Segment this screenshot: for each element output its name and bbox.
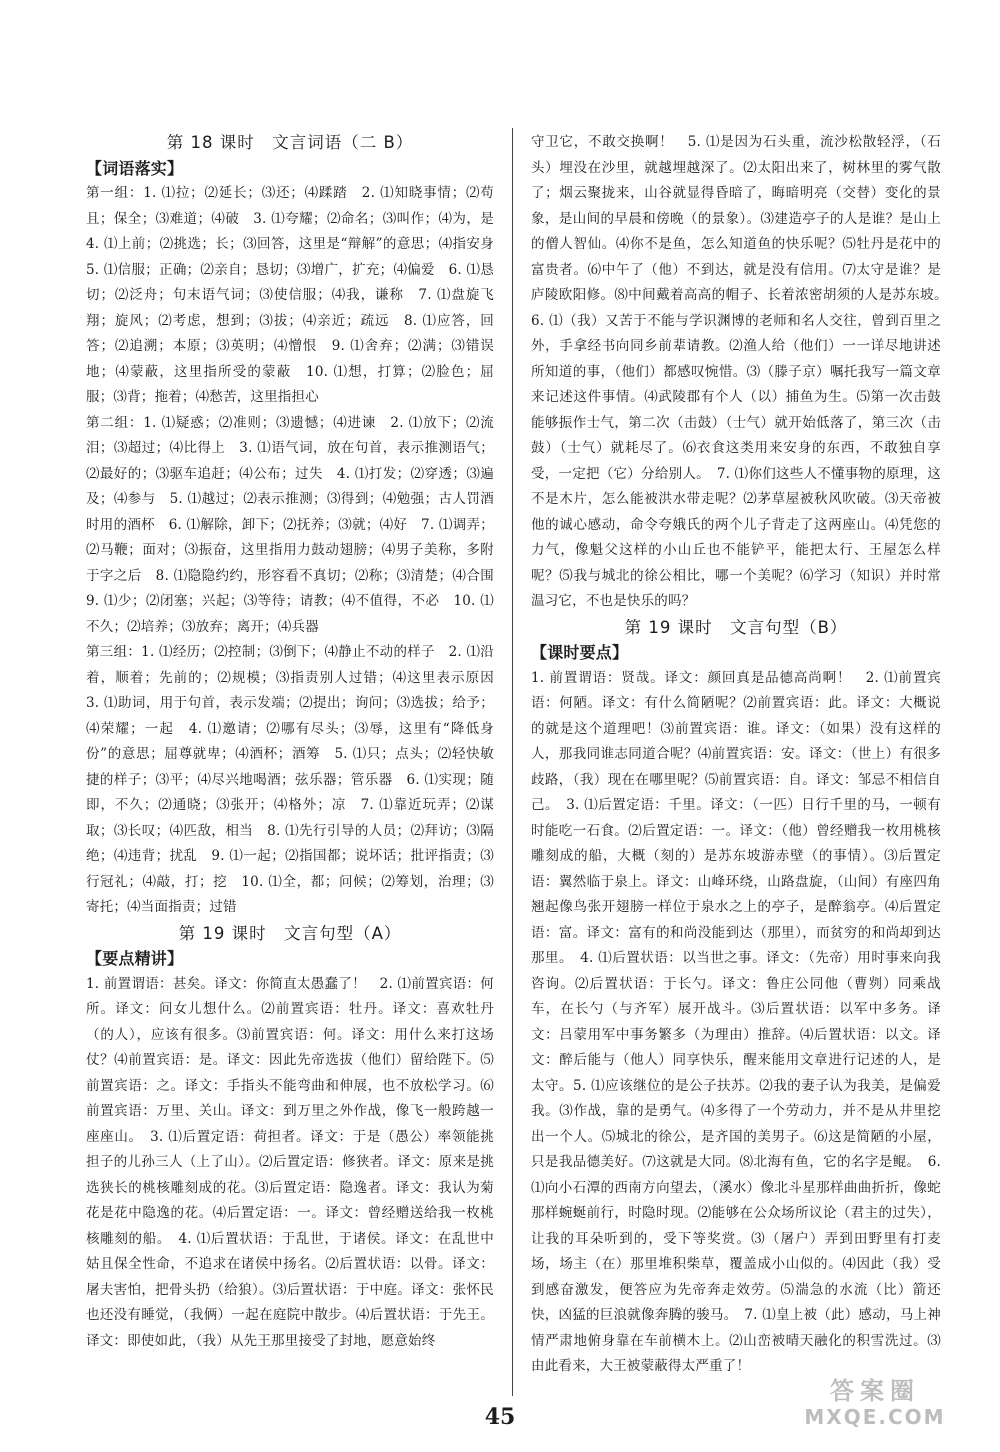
points-answers: 1. 前置谓语：甚矣。译文：你简直太愚蠢了！ 2. ⑴前置宾语：何所。译文：问女儿想什么。⑵前置宾语：牡丹。译文：喜欢牡丹（的人），应该有很多。⑶前置宾语：何。译文：用什么来打这场仗？⑷前置宾语：是。译文：因此先帝选拔（他们）留给陛下。⑸前置宾语：之。译文：手指头不能弯曲和伸展，也不放松学习。⑹前置宾语：万里、关山。译文：到万里之外作战，像飞一般跨越一座座山。 3. ⑴后置定语：荷担者。译文：于是（愚公）率领能挑担子的儿孙三人（上了山）。⑵后置定语：修狭者。译文：原来是挑选狭长的桃核雕刻成的花。⑶后置定语：隐逸者。译文：我认为菊花是花中隐逸的花。⑷后置定语：一。译文：曾经赠送给我一枚桃核雕刻的船。 4. ⑴后置状语：于乱世，于诸侯。译文：在乱世中姑且保全性命，不追求在诸侯中扬名。⑵后置状语：以骨。译文：屠夫害怕，把骨头扔（给狼）。⑶后置状语：于中庭。译文：张怀民也还没有睡觉，（我俩）一起在庭院中散步。⑷后置状语：于先王。译文：即使如此，（我）从先王那里接受了封地，愿意始终 <box>86 975 494 1349</box>
page-number: 45 <box>484 1404 516 1430</box>
left-column <box>86 130 508 1354</box>
key-section-heading: 【课时要点】 <box>531 643 629 662</box>
lesson-19b-title: 第 19 课时 文言句型（B） <box>624 617 848 637</box>
right-column <box>531 130 955 1380</box>
watermark-url: MXQE.COM <box>804 1405 946 1429</box>
points-answers-continued: 守卫它，不敢交换啊！ 5. ⑴是因为石头重，流沙松散轻浮，（石头）埋没在沙里，就越埋越深了。⑵太阳出来了，树林里的雾气散了；烟云聚拢来，山谷就显得昏暗了，晦暗明亮（交替）变化的景象，是山间的早晨和傍晚（的景象）。⑶建造亭子的人是谁？是山上的僧人智仙。⑷你不是鱼，怎么知道鱼的快乐呢？⑸牡丹是花中的富贵者。⑹中午了（他）不到达，就是没有信用。⑺太守是谁？是庐陵欧阳修。⑻中间戴着高高的帽子、长着浓密胡须的人是苏东坡。 6. ⑴（我）又苦于不能与学识渊博的老师和名人交往，曾到百里之外，手拿经书向同乡前辈请教。⑵渔人给（他们）一一详尽地讲述所知道的事，（他们）都感叹惋惜。⑶（滕子京）嘱托我写一篇文章来记述这件事情。⑷武陵郡有个人（以）捕鱼为生。⑸第一次击鼓能够振作士气，第二次（击鼓）（士气）就开始低落了，第三次（击鼓）（士气）就耗尽了。⑹衣食这类用来安身的东西，不敢独自享受，一定把（它）分给别人。 7. ⑴你们这些人不懂事物的原理，这不是木片，怎么能被洪水带走呢？⑵茅草屋被秋风吹破。⑶天帝被他的诚心感动，命令夸娥氏的两个儿子背走了这两座山。⑷凭您的力气，像魁父这样的小山丘也不能铲平，能把太行、王屋怎么样呢？⑸我与城北的徐公相比，哪一个美呢？⑹学习（知识）并时常温习它，不也是快乐的吗？ <box>531 134 955 609</box>
column-divider <box>512 128 513 1396</box>
watermark-logo <box>790 1378 960 1438</box>
lesson-19a-title: 第 19 课时 文言句型（A） <box>178 923 402 943</box>
lesson-18-title: 第 18 课时 文言词语（二 B） <box>166 133 414 152</box>
points-section-heading: 【要点精讲】 <box>86 949 184 968</box>
group-1-answers: 第一组：1. ⑴拉；⑵延长；⑶还；⑷蹂踏 2. ⑴知晓事情；⑵苟且；保全；⑶难道；⑷破 3. ⑴夸耀；⑵命名；⑶叫作；⑷为，是 4. ⑴上前；⑵挑选；长；⑶回答，这里是“辩解”的意思；⑷指安身 5. ⑴信服；正确；⑵亲自；恳切；⑶增广，扩充；⑷偏爱 6. ⑴恳切；⑵泛舟；句末语气词；⑶使信服；⑷我，谦称 7. ⑴盘旋飞翔；旋风；⑵考虑，想到；⑶拔；⑷亲近；疏远 8. ⑴应答，回答；⑵追溯；本原；⑶英明；⑷憎恨 9. ⑴舍弃；⑵满；⑶错误地；⑷蒙蔽，这里指所受的蒙蔽 10. ⑴想，打算；⑵脸色；屈服；⑶背；拖着；⑷愁苦，这里指担心 <box>86 185 508 405</box>
group-3-answers: 第三组：1. ⑴经历；⑵控制；⑶倒下；⑷静止不动的样子 2. ⑴沿着，顺着；先前的；⑵规模；⑶指责别人过错；⑷这里表示原因 3. ⑴助词，用于句首，表示发端；⑵提出；询问；⑶选拔；给予；⑷荣耀；一起 4. ⑴邀请；⑵哪有尽头；⑶辱，这里有“降低身份”的意思；屈尊就卑；⑷酒杯；酒筹 5. ⑴只；点头；⑵轻快敏捷的样子；⑶平；⑷尽兴地喝酒；弦乐器；管乐器 6. ⑴实现；随即，不久；⑵通晓；⑶张开；⑷格外；凉 7. ⑴靠近玩弄；⑵谋取；⑶长叹；⑷匹敌，相当 8. ⑴先行引导的人员；⑵拜访；⑶隔绝；⑷违背；扰乱 9. ⑴一起；⑵指国都；说坏话；批评指责；⑶行冠礼；⑷敲，打；挖 10. ⑴全，都；问候；⑵筹划，治理；⑶寄托；⑷当面指责；过错 <box>86 644 508 915</box>
watermark-text: 答案圈 <box>830 1377 920 1405</box>
words-section-heading: 【词语落实】 <box>86 158 184 178</box>
key-answers: 1. 前置谓语：贤哉。译文：颜回真是品德高尚啊！ 2. ⑴前置宾语：何陋。译文：有什么简陋呢？⑵前置宾语：此。译文：大概说的就是这个道理吧！⑶前置宾语：谁。译文：（如果）没有这样的人，那我同谁志同道合呢？⑷前置宾语：安。译文：（世上）有很多歧路，（我）现在在哪里呢？⑸前置宾语：自。译文：邹忌不相信自己。 3. ⑴后置定语：千里。译文：（一匹）日行千里的马，一顿有时能吃一石食。⑵后置定语：一。译文：（他）曾经赠我一枚用桃核雕刻成的船，大概（刻的）是苏东坡游赤壁（的事情）。⑶后置定语：翼然临于泉上。译文：山峰环绕，山路盘旋，（山间）有座四角翘起像鸟张开翅膀一样位于泉水之上的亭子，是醉翁亭。⑷后置定语：富。译文：富有的和尚没能到达（那里），而贫穷的和尚却到达那里。 4. ⑴后置状语：以当世之事。译文：（先帝）用时事来向我咨询。⑵后置状语：于长勺。译文：鲁庄公同他（曹刿）同乘战车，在长勺（与齐军）展开战斗。⑶后置状语：以军中多务。译文：吕蒙用军中事务繁多（为理由）推辞。⑷后置状语：以文。译文：醉后能与（他人）同享快乐，醒来能用文章进行记述的人，是太守。5. ⑴应该继位的是公子扶苏。⑵我的妻子认为我美，是偏爱我。⑶作战，靠的是勇气。⑷多得了一个劳动力，并不是从井里挖出一个人。⑸城北的徐公，是齐国的美男子。⑹这是简陋的小屋，只是我品德美好。⑺这就是大同。⑻北海有鱼，它的名字是鲲。 6. ⑴向小石潭的西南方向望去，（溪水）像北斗星那样曲曲折折，像蛇那样蜿蜒前行，时隐时现。⑵能够在公众场所议论（君主的过失），让我的耳朵听到的，受下等奖赏。⑶（屠户）弄到田野里有打麦场，场主（在）那里堆积柴草，覆盖成小山似的。⑷因此（我）受到感奋激发，便答应为先帝奔走效劳。⑸湍急的水流（比）箭还快，凶猛的巨浪就像奔腾的骏马。 7. ⑴皇上被（此）感动，马上神情严肃地俯身靠在车前横木上。⑵山峦被晴天融化的积雪洗过。⑶由此看来，大王被蒙蔽得太严重了！ <box>531 669 941 1374</box>
group-2-answers: 第二组：1. ⑴疑惑；⑵准则；⑶遗憾；⑷进谏 2. ⑴放下；⑵流泪；⑶超过；⑷比得上 3. ⑴语气词，放在句首，表示推测语气；⑵最好的；⑶驱车追赶；⑷公布；过失 4. ⑴打发；⑵穿透；⑶遍及；⑷参与 5. ⑴越过；⑵表示推测；⑶得到；⑷勉强；古人罚酒时用的酒杯 6. ⑴解除，卸下；⑵抚养；⑶就；⑷好 7. ⑴调弄；⑵马鞭；面对；⑶振奋，这里指用力鼓动翅膀；⑷男子美称，多附于字之后 8. ⑴隐隐约约，形容看不真切；⑵称；⑶清楚；⑷合围 9. ⑴少；⑵闭塞；兴起；⑶等待；请教；⑷不值得，不必 10. ⑴不久；⑵培养；⑶放弃；离开；⑷兵器 <box>86 414 508 635</box>
